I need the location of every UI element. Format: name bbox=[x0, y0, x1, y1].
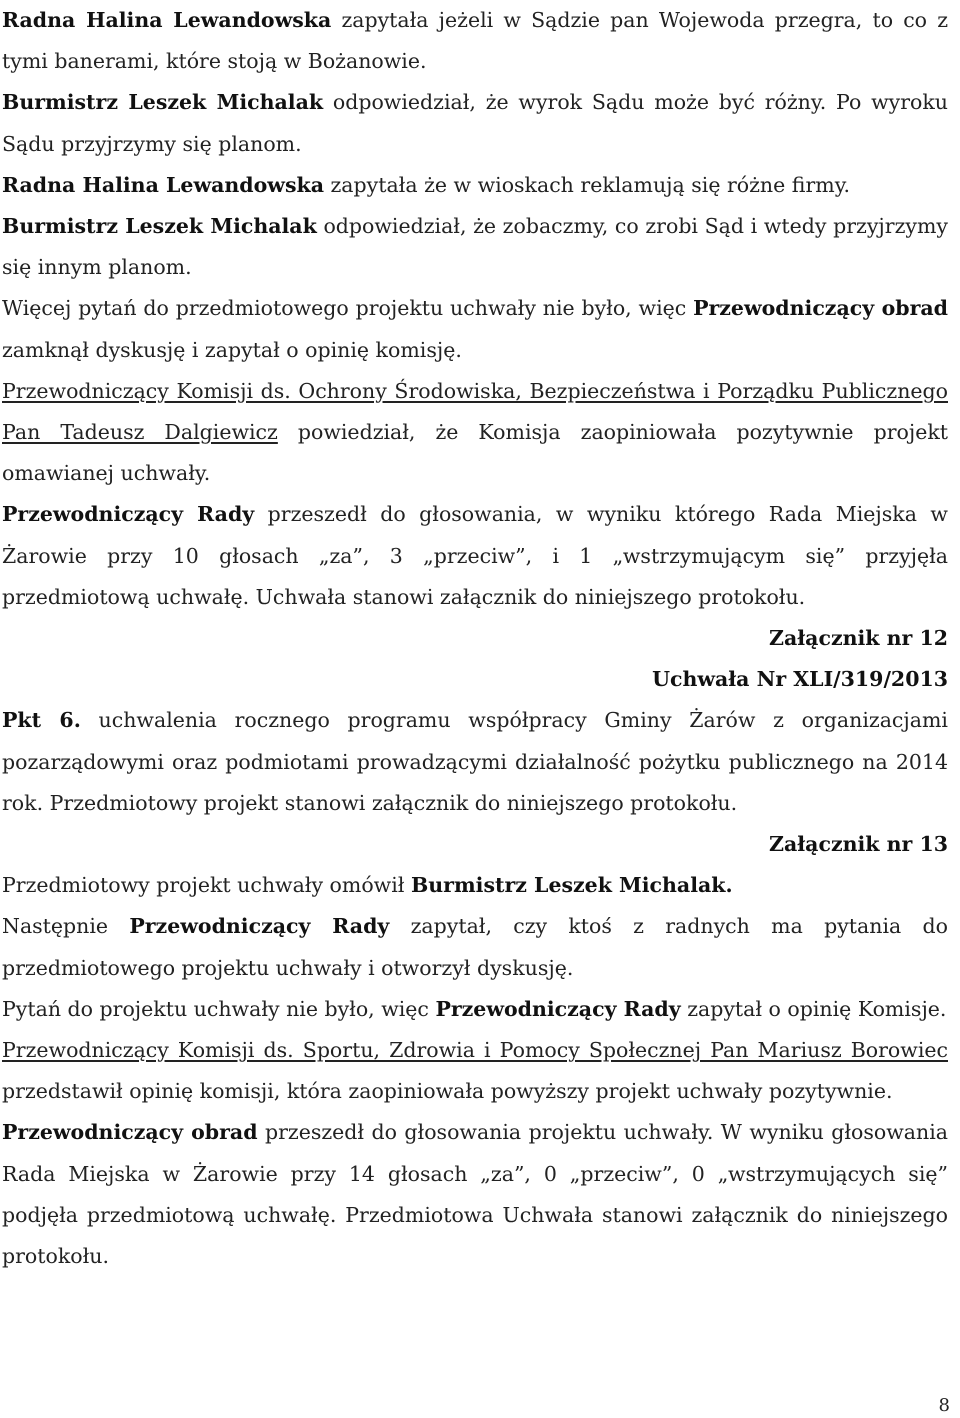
paragraph-text: powiedział, że Komisja zaopiniowała pozytywnie projekt omawianej uchwały. bbox=[2, 420, 948, 486]
bold-name: Radna Halina Lewandowska bbox=[2, 8, 332, 32]
paragraph bbox=[2, 1030, 948, 1112]
paragraph-text: uchwalenia rocznego programu współpracy Gminy Żarów z organizacjami pozarządowymi oraz podmiotami prowadzącymi działalność pożytku publicznego na 2014 rok. Przedmiotowy projekt stanowi załącznik do niniejszego protokołu. bbox=[2, 708, 948, 815]
paragraph-text: Załącznik nr 12 bbox=[769, 626, 948, 651]
paragraph bbox=[2, 865, 948, 906]
paragraph-text: Przedmiotowy projekt uchwały omówił bbox=[2, 873, 411, 898]
page-number: 8 bbox=[938, 1395, 950, 1416]
underlined-name: Przewodniczący Komisji ds. Ochrony Środowiska, Bezpieczeństwa i Porządku Publicznego Pan Tadeusz Dalgiewicz bbox=[2, 378, 948, 445]
paragraph-text: Następnie bbox=[2, 914, 130, 939]
paragraph-text: przedstawił opinię komisji, która zaopiniowała powyższy projekt uchwały pozytywnie. bbox=[2, 1079, 893, 1104]
paragraph bbox=[2, 989, 948, 1030]
bold-name: Przewodniczący Rady bbox=[2, 502, 255, 527]
bold-name: Przewodniczący obrad bbox=[2, 1120, 258, 1145]
bold-name: Burmistrz Leszek Michalak bbox=[2, 214, 317, 239]
paragraph-text: odpowiedział, że wyrok Sądu może być różny. Po wyroku Sądu przyjrzymy się planom. bbox=[2, 90, 949, 156]
bold-name: Przewodniczący Rady bbox=[129, 914, 390, 939]
paragraph-text: Więcej pytań do przedmiotowego projektu uchwały nie było, więc bbox=[2, 296, 694, 321]
paragraph bbox=[2, 165, 948, 206]
paragraph bbox=[2, 371, 948, 495]
paragraph bbox=[2, 700, 948, 824]
paragraph-text: zapytał, czy ktoś z radnych ma pytania do przedmiotowego projektu uchwały i otworzył dyskusję. bbox=[2, 914, 948, 980]
paragraph bbox=[2, 206, 948, 288]
paragraph-text: przeszedł do głosowania, w wyniku którego Rada Miejska w Żarowie przy 10 głosach „za”, 3 „przeciw”, i 1 „wstrzymującym się” przyjęła przedmiotową uchwałę. Uchwała stanowi załącznik do niniejszego protokołu. bbox=[2, 502, 948, 609]
paragraph-text: odpowiedział, że zobaczmy, co zrobi Sąd i wtedy przyjrzymy się innym planom. bbox=[2, 214, 948, 280]
underlined-name: Przewodniczący Komisji ds. Sportu, Zdrowia i Pomocy Społecznej Pan Mariusz Borowiec bbox=[2, 1038, 948, 1063]
paragraph-text: Pytań do projektu uchwały nie było, więc bbox=[2, 996, 436, 1021]
bold-name: Burmistrz Leszek Michalak. bbox=[410, 873, 733, 898]
bold-name: Przewodniczący Rady bbox=[435, 996, 681, 1021]
bold-name: Przewodniczący obrad bbox=[693, 296, 949, 321]
paragraph bbox=[2, 906, 948, 988]
bold-name: Radna Halina Lewandowska bbox=[2, 172, 324, 197]
paragraph-text: Załącznik nr 13 bbox=[769, 832, 948, 857]
paragraph-text: zamknął dyskusję i zapytał o opinię komisję. bbox=[2, 337, 462, 362]
paragraph-text: przeszedł do głosowania projektu uchwały. W wyniku głosowania Rada Miejska w Żarowie przy 14 głosach „za”, 0 „przeciw”, 0 „wstrzymujących się” podjęła przedmiotową uchwałę. Przedmiotowa Uchwała stanowi załącznik do niniejszego protokołu. bbox=[2, 1120, 949, 1269]
paragraph-text: Uchwała Nr XLI/319/2013 bbox=[652, 667, 948, 692]
paragraph-text: zapytała jeżeli w Sądzie pan Wojewoda przegra, to co z tymi banerami, które stoją w Bożanowie. bbox=[2, 8, 948, 74]
bold-name: Burmistrz Leszek Michalak bbox=[2, 90, 324, 115]
bold-name: Pkt 6. bbox=[2, 708, 81, 733]
attachment-reference bbox=[2, 659, 948, 700]
paragraph-text: zapytała że w wioskach reklamują się różne firmy. bbox=[323, 172, 851, 197]
paragraph bbox=[2, 0, 948, 82]
paragraph bbox=[2, 82, 948, 164]
document-page bbox=[2, 0, 948, 1277]
attachment-reference bbox=[2, 618, 948, 659]
paragraph bbox=[2, 1112, 948, 1277]
paragraph-text: zapytał o opinię Komisje. bbox=[680, 996, 947, 1021]
attachment-reference bbox=[2, 824, 948, 865]
paragraph bbox=[2, 288, 948, 370]
paragraph bbox=[2, 494, 948, 618]
